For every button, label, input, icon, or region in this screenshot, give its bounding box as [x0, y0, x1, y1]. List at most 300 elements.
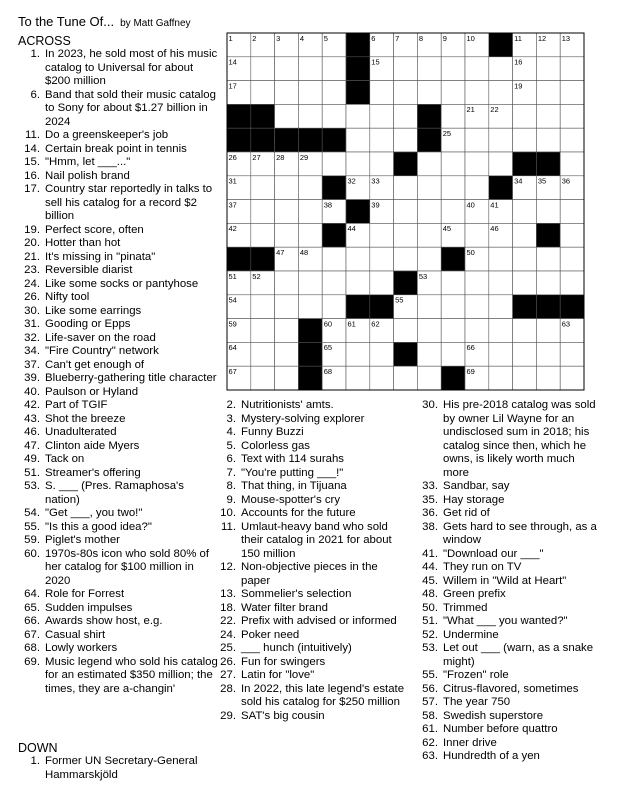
grid-cell[interactable]	[346, 366, 370, 390]
clue-number: 1.	[30, 48, 40, 60]
clue-text: In 2022, this late legend's estate sold his catalog for $250 million	[241, 682, 405, 708]
grid-cell[interactable]	[465, 295, 489, 319]
clue-number: 5.	[226, 439, 236, 452]
clue-text: Perfect score, often	[45, 223, 144, 236]
grid-cell[interactable]	[536, 128, 560, 152]
clue-text: "Hmm, let ___..."	[45, 156, 131, 168]
grid-cell[interactable]	[536, 366, 560, 390]
grid-cell[interactable]	[417, 295, 441, 319]
clue-text: Green prefix	[443, 588, 506, 600]
clue-text: Do a greenskeeper's job	[45, 129, 169, 141]
clue-number: 13.	[220, 588, 236, 600]
grid-cell[interactable]	[275, 319, 299, 343]
grid-cell[interactable]	[560, 200, 584, 224]
grid-cell[interactable]	[513, 128, 537, 152]
clue-text: Mouse-spotter's cry	[241, 493, 341, 506]
grid-cell[interactable]	[417, 342, 441, 366]
clue-text: Swedish superstore	[443, 709, 544, 722]
grid-cell[interactable]	[251, 176, 275, 200]
grid-cell[interactable]	[560, 223, 584, 247]
clue-number: 41.	[422, 547, 438, 560]
grid-number: 28	[276, 152, 285, 162]
grid-cell[interactable]	[489, 366, 513, 390]
clue-text: Like some socks or pantyhose	[45, 277, 199, 290]
grid-number: 35	[537, 176, 547, 186]
clue-text: Role for Forrest	[45, 588, 125, 600]
grid-cell[interactable]	[417, 152, 441, 176]
clue-number: 15.	[24, 156, 40, 168]
grid-number: 32	[347, 176, 356, 186]
grid-cell[interactable]	[441, 176, 465, 200]
grid-number: 50	[466, 248, 475, 257]
clue-number: 36.	[422, 507, 438, 519]
grid-cell[interactable]	[441, 295, 465, 319]
grid-cell[interactable]	[489, 342, 513, 366]
clue-number: 26.	[24, 291, 40, 303]
grid-cell[interactable]	[298, 104, 322, 128]
clue-number: 65.	[24, 601, 40, 614]
grid-cell[interactable]	[536, 319, 560, 343]
grid-cell[interactable]	[322, 57, 346, 81]
grid-number: 5	[323, 33, 328, 43]
clue-text: "Download our ___"	[443, 547, 544, 560]
grid-cell[interactable]	[417, 247, 441, 271]
grid-number: 2	[252, 33, 257, 43]
clue-number: 40.	[24, 385, 40, 398]
grid-cell[interactable]	[298, 176, 322, 200]
clue-text: Water filter brand	[241, 601, 328, 614]
grid-number: 64	[228, 343, 237, 353]
grid-number: 46	[490, 224, 499, 234]
clue-text: Country star reportedly in talks to sell his catalog for a record $2 billion	[45, 183, 213, 222]
grid-number: 51	[228, 271, 237, 281]
grid-number: 10	[466, 33, 475, 43]
title-text: To the Tune Of...	[18, 14, 115, 29]
grid-cell[interactable]	[322, 295, 346, 319]
clue-text: Casual shirt	[45, 628, 106, 641]
clue-number: 24.	[24, 277, 40, 290]
grid-cell-black	[489, 176, 513, 200]
grid-number: 55	[395, 295, 404, 305]
grid-cell[interactable]	[370, 271, 394, 295]
grid-cell[interactable]	[489, 128, 513, 152]
grid-cell[interactable]	[275, 104, 299, 128]
grid-cell[interactable]	[536, 104, 560, 128]
clue-text: Citrus-flavored, sometimes	[443, 682, 579, 695]
grid-cell[interactable]	[346, 104, 370, 128]
clue-number: 58.	[422, 709, 438, 722]
grid-cell[interactable]	[370, 223, 394, 247]
grid-cell[interactable]	[275, 342, 299, 366]
grid-cell[interactable]	[298, 295, 322, 319]
grid-number: 59	[228, 319, 237, 329]
grid-cell[interactable]	[370, 128, 394, 152]
grid-cell[interactable]	[370, 81, 394, 105]
grid-number: 12	[537, 33, 547, 43]
clue-number: 24.	[220, 628, 236, 641]
grid-cell[interactable]	[560, 81, 584, 105]
clue-number: 3.	[226, 412, 236, 425]
grid-cell[interactable]	[394, 223, 418, 247]
clue-text: ___ hunch (intuitively)	[241, 642, 352, 654]
grid-cell[interactable]	[394, 366, 418, 390]
grid-cell[interactable]	[536, 200, 560, 224]
grid-cell[interactable]	[275, 200, 299, 224]
clue-text: Hay storage	[443, 493, 505, 506]
grid-cell[interactable]	[275, 295, 299, 319]
grid-cell[interactable]	[346, 152, 370, 176]
clue-text: Life-saver on the road	[45, 331, 156, 344]
grid-cell[interactable]	[394, 128, 418, 152]
clue-text: Prefix with advised or informed	[241, 615, 397, 627]
clue-number: 49.	[24, 453, 40, 465]
clue-number: 50.	[422, 601, 438, 614]
grid-number: 25	[442, 129, 452, 138]
clue-number: 9.	[226, 493, 236, 506]
clue-text: SAT's big cousin	[241, 709, 325, 722]
clue-number: 54.	[24, 507, 40, 519]
grid-cell[interactable]	[417, 223, 441, 247]
clue-number: 39.	[24, 372, 40, 384]
grid-number: 53	[418, 271, 428, 281]
clue-text: Gets hard to see through, as a window	[443, 520, 597, 546]
grid-cell[interactable]	[346, 342, 370, 366]
clue-number: 22.	[220, 615, 236, 627]
grid-cell[interactable]	[417, 81, 441, 105]
grid-cell[interactable]	[394, 57, 418, 81]
grid-cell[interactable]	[513, 366, 537, 390]
clue-text: Clinton aide Myers	[45, 439, 140, 452]
grid-cell[interactable]	[394, 176, 418, 200]
clue-text: Unadulterated	[45, 426, 117, 438]
clue-text: Band that sold their music catalog to Sony for about $1.27 billion in 2024	[45, 88, 216, 128]
grid-cell-black	[298, 342, 322, 366]
clue-text: Piglet's mother	[45, 534, 120, 546]
clue-number: 20.	[24, 237, 40, 249]
across-heading: ACROSS	[18, 34, 71, 48]
grid-cell[interactable]	[322, 152, 346, 176]
grid-cell[interactable]	[560, 247, 584, 271]
clue-number: 21.	[24, 250, 40, 263]
clue-number: 28.	[220, 682, 236, 695]
grid-number: 66	[466, 343, 475, 353]
clue-text: "Is this a good idea?"	[45, 520, 152, 533]
grid-cell[interactable]	[251, 366, 275, 390]
grid-cell[interactable]	[489, 152, 513, 176]
grid-cell[interactable]	[417, 366, 441, 390]
clue-number: 69.	[24, 655, 40, 668]
grid-cell[interactable]	[513, 247, 537, 271]
clue-text: Poker need	[241, 628, 300, 641]
clue-text: Mystery-solving explorer	[241, 412, 365, 425]
down-heading: DOWN	[18, 741, 58, 755]
grid-number: 45	[442, 224, 452, 234]
clue-number: 1.	[30, 755, 40, 767]
clue-number: 64.	[24, 588, 40, 600]
grid-cell-black	[536, 223, 560, 247]
clue-text: Music legend who sold his catalog for an estimated $350 million; the times, they are a-changin'	[45, 655, 218, 695]
clue-text: Reversible diarist	[45, 264, 133, 276]
grid-cell[interactable]	[251, 81, 275, 105]
grid-cell[interactable]	[489, 247, 513, 271]
clue-text: Can't get enough of	[45, 358, 145, 371]
grid-number: 14	[228, 57, 237, 67]
grid-cell[interactable]	[560, 152, 584, 176]
grid-cell[interactable]	[441, 104, 465, 128]
grid-cell-black	[227, 104, 251, 128]
grid-cell-black	[536, 152, 560, 176]
grid-cell[interactable]	[513, 104, 537, 128]
grid-cell[interactable]	[536, 81, 560, 105]
grid-cell-black	[417, 104, 441, 128]
grid-cell[interactable]	[275, 176, 299, 200]
grid-cell-black	[227, 128, 251, 152]
grid-cell[interactable]	[513, 342, 537, 366]
clue-text: "Fire Country" network	[45, 345, 159, 357]
clue-number: 59.	[24, 534, 40, 546]
grid-cell-black	[394, 271, 418, 295]
grid-cell[interactable]	[560, 128, 584, 152]
grid-cell[interactable]	[370, 152, 394, 176]
clue-number: 11.	[25, 129, 40, 141]
grid-cell[interactable]	[441, 200, 465, 224]
grid-cell[interactable]	[251, 319, 275, 343]
grid-cell[interactable]	[346, 128, 370, 152]
clue-text: It's missing in "pinata"	[45, 250, 156, 263]
clue-text: Funny Buzzi	[241, 426, 304, 438]
grid-cell[interactable]	[322, 81, 346, 105]
grid-cell[interactable]	[322, 247, 346, 271]
grid-cell-black	[322, 176, 346, 200]
clue-number: 30.	[422, 399, 438, 411]
grid-cell[interactable]	[394, 319, 418, 343]
clue-number: 23.	[24, 264, 40, 276]
grid-number: 6	[371, 33, 376, 43]
clue-number: 4.	[226, 426, 236, 438]
clue-text: Sandbar, say	[443, 480, 510, 492]
clue-number: 68.	[24, 642, 40, 654]
grid-number: 9	[442, 33, 447, 43]
clue-number: 26.	[220, 655, 236, 668]
grid-cell-black	[441, 366, 465, 390]
grid-number: 7	[395, 33, 400, 43]
grid-number: 13	[561, 33, 571, 43]
grid-cell[interactable]	[560, 366, 584, 390]
clue-text: Number before quattro	[443, 723, 558, 735]
grid-number: 34	[514, 176, 523, 186]
grid-cell[interactable]	[370, 342, 394, 366]
clue-number: 46.	[24, 426, 40, 438]
grid-cell[interactable]	[251, 342, 275, 366]
grid-cell[interactable]	[489, 81, 513, 105]
grid-cell[interactable]	[417, 57, 441, 81]
grid-cell[interactable]	[346, 247, 370, 271]
grid-cell[interactable]	[513, 223, 537, 247]
grid-cell[interactable]	[275, 81, 299, 105]
grid-number: 58	[561, 295, 571, 305]
clue-text: That thing, in Tijuana	[241, 480, 347, 492]
grid-cell[interactable]	[275, 223, 299, 247]
clue-number: 53.	[24, 480, 40, 492]
clue-text: "What ___ you wanted?"	[443, 615, 568, 627]
clue-number: 37.	[24, 358, 40, 371]
grid-number: 24	[418, 129, 428, 138]
grid-cell[interactable]	[417, 200, 441, 224]
grid-cell[interactable]	[560, 57, 584, 81]
clue-text: In 2023, he sold most of his music catalog to Universal for about $200 million	[45, 48, 218, 87]
grid-number: 68	[323, 367, 333, 376]
grid-cell[interactable]	[322, 104, 346, 128]
grid-number: 3	[276, 33, 281, 43]
grid-cell[interactable]	[394, 104, 418, 128]
grid-cell-black	[275, 128, 299, 152]
clue-text: Sommelier's selection	[241, 588, 352, 600]
grid-cell[interactable]	[394, 247, 418, 271]
grid-cell[interactable]	[394, 200, 418, 224]
grid-cell[interactable]	[322, 271, 346, 295]
grid-cell[interactable]	[465, 81, 489, 105]
grid-number: 44	[347, 224, 356, 234]
grid-number: 39	[371, 200, 380, 210]
grid-cell[interactable]	[370, 247, 394, 271]
clue-text: Hundredth of a yen	[443, 750, 540, 762]
grid-cell[interactable]	[465, 319, 489, 343]
grid-number: 27	[252, 152, 261, 162]
grid-cell[interactable]	[465, 152, 489, 176]
grid-cell[interactable]	[441, 342, 465, 366]
grid-number: 20	[252, 105, 261, 115]
grid-number: 19	[514, 81, 523, 91]
clue-text: The year 750	[443, 696, 511, 708]
grid-number: 36	[561, 176, 571, 186]
clue-number: 18.	[220, 601, 236, 614]
clue-text: Trimmed	[443, 601, 488, 614]
clue-number: 2.	[226, 399, 236, 411]
clue-number: 57.	[422, 696, 438, 708]
grid-cell[interactable]	[417, 319, 441, 343]
grid-cell[interactable]	[370, 104, 394, 128]
grid-cell-black	[370, 295, 394, 319]
grid-cell[interactable]	[275, 57, 299, 81]
grid-cell[interactable]	[536, 271, 560, 295]
grid-cell[interactable]	[275, 271, 299, 295]
clue-number: 55.	[24, 520, 40, 533]
grid-cell[interactable]	[370, 366, 394, 390]
clue-text: Fun for swingers	[241, 655, 326, 668]
grid-number: 63	[561, 319, 571, 329]
grid-cell[interactable]	[513, 319, 537, 343]
clue-text: Latin for "love"	[241, 669, 315, 681]
clue-text: Nutritionists' amts.	[241, 399, 334, 411]
clue-text: Let out ___ (warn, as a snake might)	[443, 642, 594, 668]
grid-number: 52	[252, 271, 261, 281]
clue-number: 43.	[24, 412, 40, 425]
clue-text: Streamer's offering	[45, 466, 141, 479]
grid-cell[interactable]	[465, 271, 489, 295]
grid-number: 56	[514, 295, 523, 305]
clue-number: 67.	[24, 628, 40, 641]
grid-cell[interactable]	[536, 57, 560, 81]
grid-cell[interactable]	[298, 271, 322, 295]
clue-text: They run on TV	[443, 561, 522, 573]
grid-cell[interactable]	[441, 152, 465, 176]
grid-cell[interactable]	[465, 57, 489, 81]
clue-number: 48.	[422, 588, 438, 600]
clue-text: Nail polish brand	[45, 169, 130, 182]
grid-cell[interactable]	[489, 319, 513, 343]
clue-number: 61.	[422, 723, 438, 735]
grid-cell[interactable]	[275, 366, 299, 390]
grid-cell[interactable]	[251, 223, 275, 247]
grid-cell[interactable]	[251, 295, 275, 319]
clue-number: 17.	[24, 183, 40, 195]
clue-text: Gooding or Epps	[45, 318, 131, 330]
grid-number: 23	[323, 129, 333, 138]
grid-cell[interactable]	[560, 342, 584, 366]
grid-number: 69	[466, 367, 475, 376]
clue-number: 53.	[422, 642, 438, 654]
clue-number: 11.	[221, 520, 236, 533]
grid-cell[interactable]	[465, 128, 489, 152]
grid-number: 54	[228, 295, 237, 305]
grid-cell[interactable]	[441, 81, 465, 105]
clue-number: 19.	[24, 223, 40, 236]
grid-cell-black	[394, 342, 418, 366]
grid-cell[interactable]	[298, 223, 322, 247]
clue-text: Text with 114 surahs	[241, 453, 344, 465]
grid-cell[interactable]	[513, 200, 537, 224]
grid-cell[interactable]	[560, 271, 584, 295]
grid-number: 22	[490, 105, 499, 115]
grid-cell[interactable]	[489, 57, 513, 81]
grid-cell[interactable]	[489, 271, 513, 295]
grid-cell[interactable]	[513, 271, 537, 295]
grid-cell[interactable]	[441, 57, 465, 81]
grid-number: 43	[323, 224, 333, 234]
clue-number: 12.	[220, 561, 236, 573]
grid-cell[interactable]	[417, 176, 441, 200]
grid-cell[interactable]	[251, 57, 275, 81]
grid-cell[interactable]	[465, 223, 489, 247]
grid-cell[interactable]	[536, 342, 560, 366]
grid-cell[interactable]	[489, 295, 513, 319]
clue-number: 8.	[226, 480, 236, 492]
clue-text: Tack on	[45, 453, 85, 465]
grid-cell-black	[346, 33, 370, 57]
clue-number: 38.	[422, 520, 438, 533]
grid-cell[interactable]	[441, 271, 465, 295]
grid-cell[interactable]	[465, 176, 489, 200]
clue-number: 10.	[220, 507, 236, 519]
clue-number: 6.	[226, 453, 236, 465]
clue-text: Undermine	[443, 628, 499, 641]
grid-cell-black	[227, 247, 251, 271]
clue-text: Lowly workers	[45, 642, 118, 654]
grid-cell-black	[298, 128, 322, 152]
grid-number: 26	[228, 152, 237, 162]
grid-cell[interactable]	[298, 81, 322, 105]
grid-cell[interactable]	[394, 81, 418, 105]
grid-cell[interactable]	[346, 271, 370, 295]
grid-cell[interactable]	[536, 247, 560, 271]
grid-cell[interactable]	[298, 200, 322, 224]
grid-cell[interactable]	[298, 57, 322, 81]
clue-text: Nifty tool	[45, 291, 90, 303]
grid-cell[interactable]	[251, 200, 275, 224]
grid-cell[interactable]	[560, 104, 584, 128]
grid-cell[interactable]	[441, 319, 465, 343]
clue-number: 55.	[422, 669, 438, 681]
